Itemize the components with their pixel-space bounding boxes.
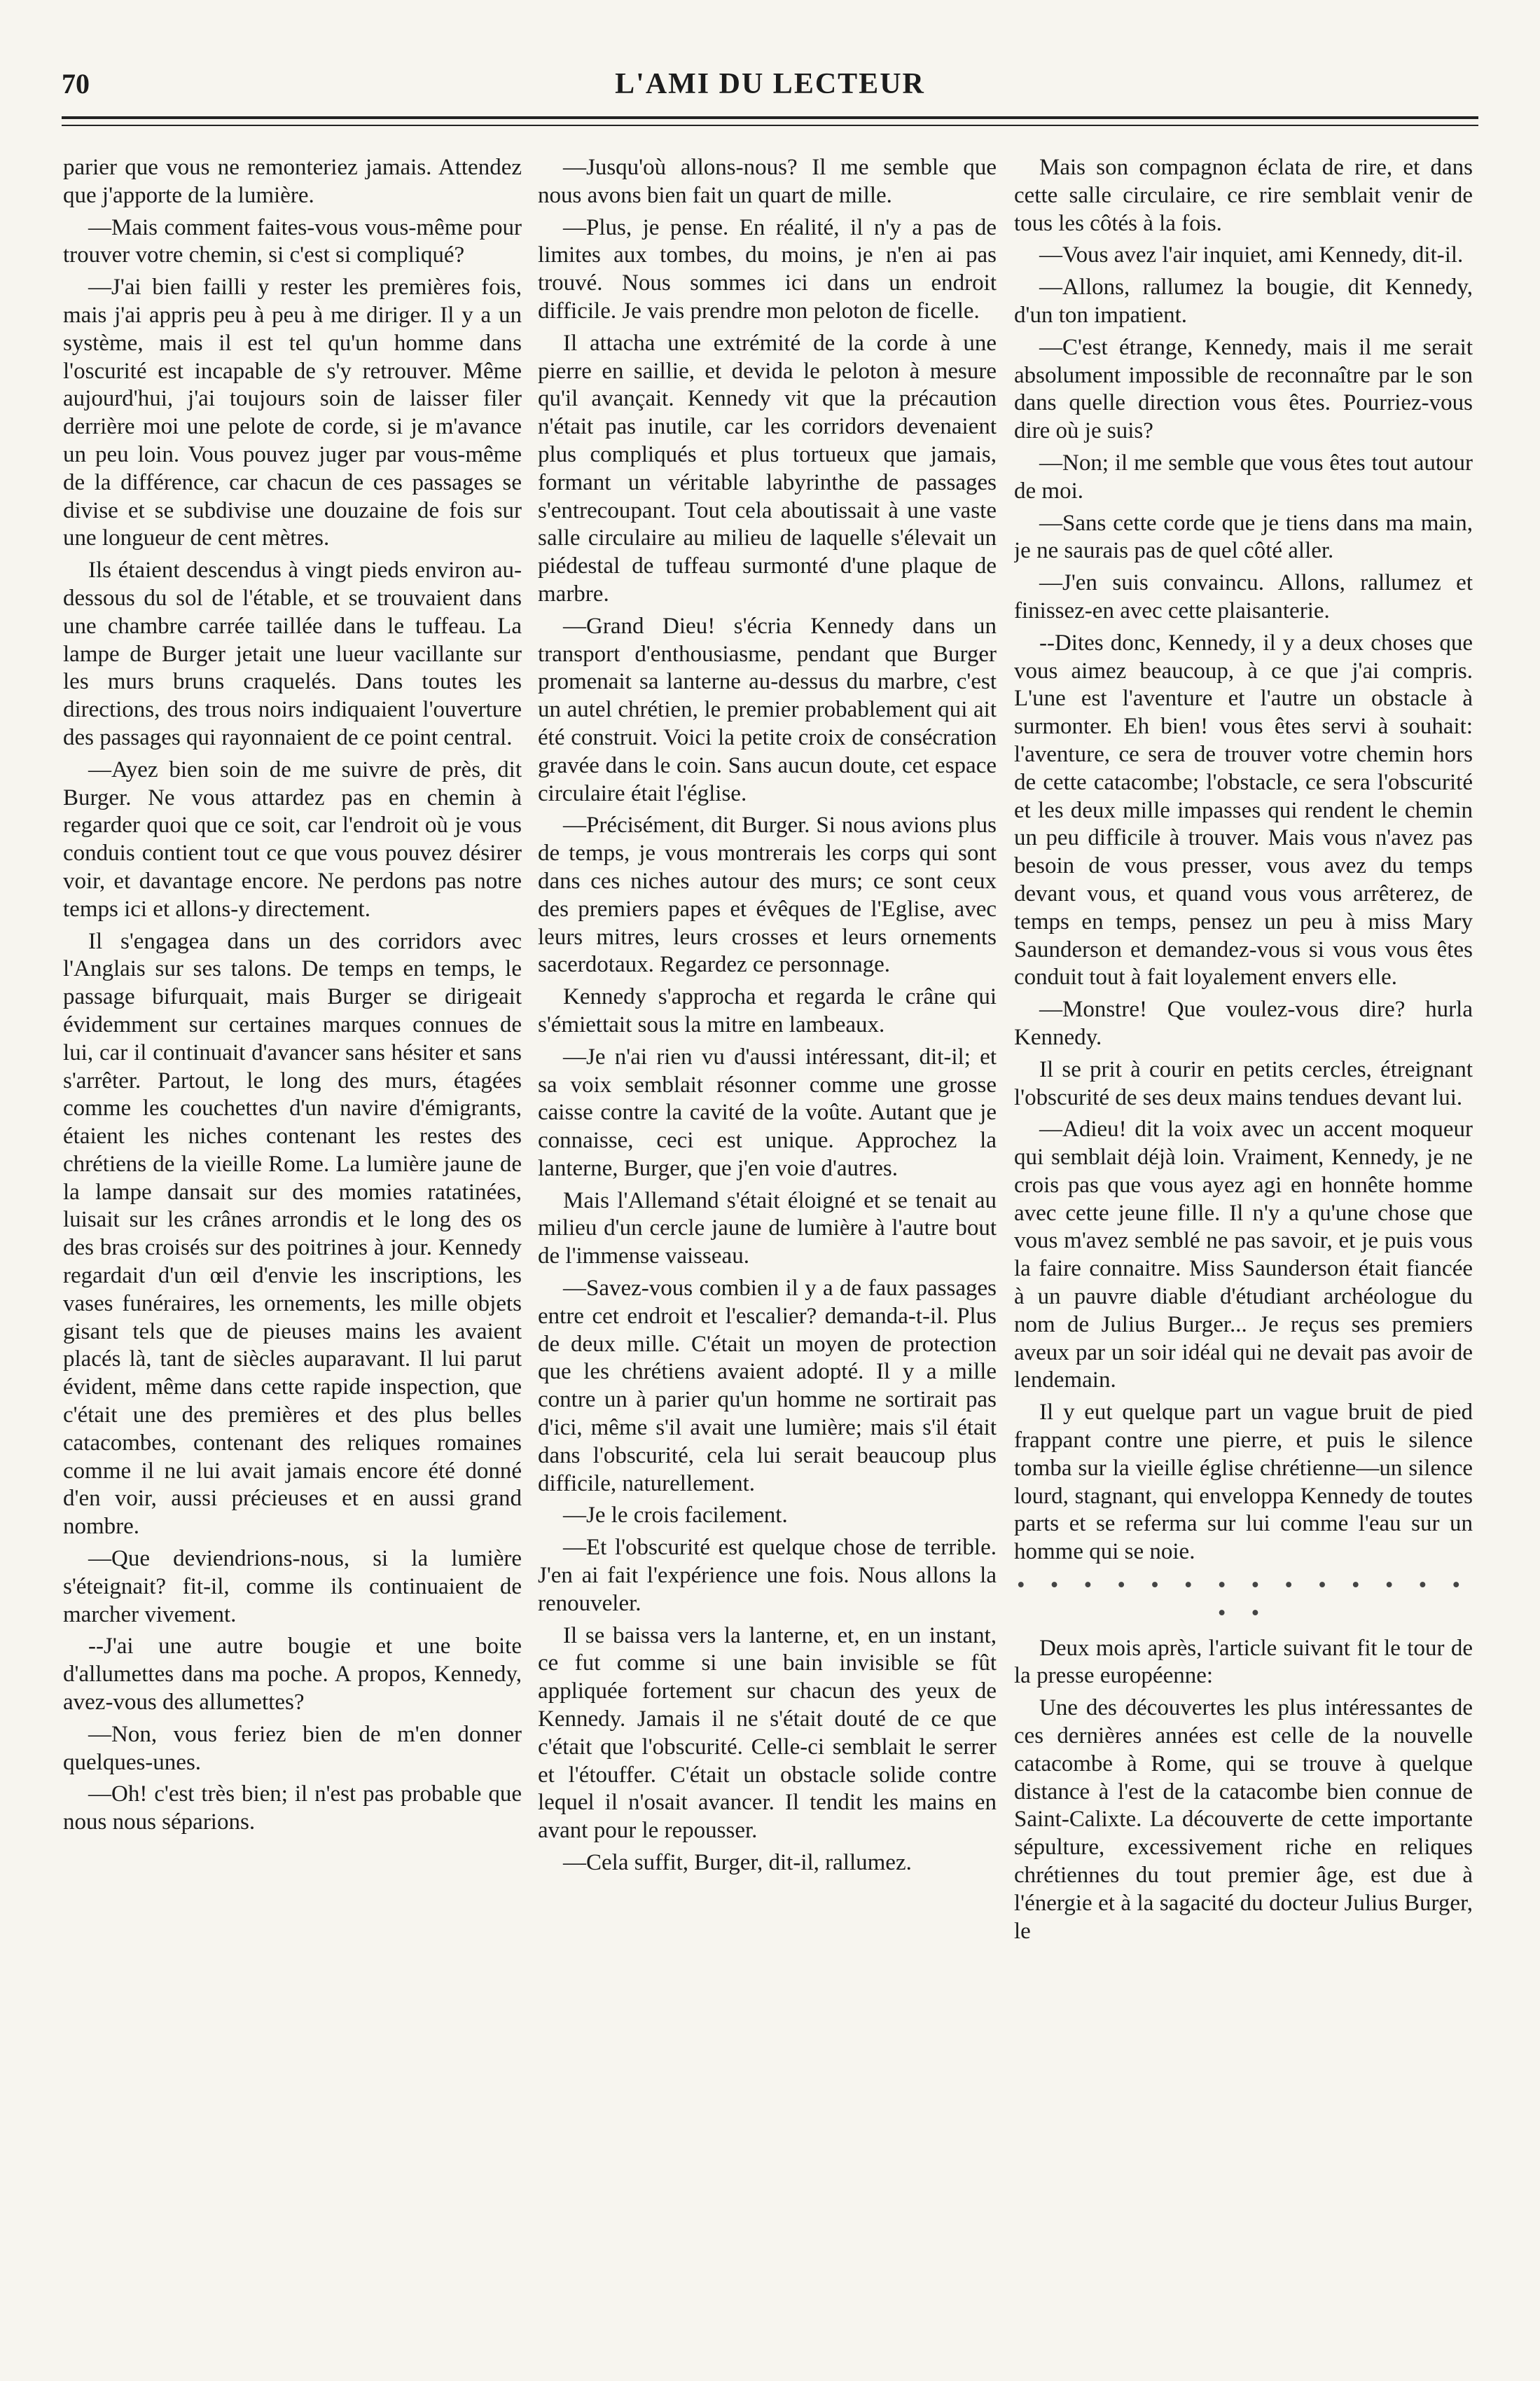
paragraph: —Adieu! dit la voix avec un accent moqueur qui semblait déjà loin. Vraiment, Kennedy, je ne crois pas que vous ayez agi en honnête homme avec cette jeune fille. Il n'y a qu'une chose que vous m'avez semblé ne pas savoir, et je puis vous la faire connaitre. Miss Saunderson était fiancée à un pauvre diable d'étudiant archéologue du nom de Julius Burger... Je reçus ses premiers aveux par un soir idéal qui ne devait pas avoir de lendemain.	[1014, 1117, 1473, 1393]
paragraph: Kennedy s'approcha et regarda le crâne qui s'émiettait sous la mitre en lambeaux.	[538, 984, 997, 1037]
paragraph: —J'ai bien failli y rester les premières fois, mais j'ai appris peu à peu à me diriger. Il y a un système, mais il est tel qu'un homme dans l'oscurité est incapable de s'y retrouver. Même aujourd'hui, j'ai toujours soin de laisser filer derrière moi une pelote de corde, si je m'avance un peu loin. Vous pouvez juger par vous-même de la différence, car chacun de ces passages se divise et se subdivise une douzaine de fois sur une longueur de cent mètres.	[63, 275, 522, 551]
paragraph: parier que vous ne remonteriez jamais. Attendez que j'apporte de la lumière.	[63, 155, 522, 208]
paragraph: Il y eut quelque part un vague bruit de pied frappant contre une pierre, et puis le silence tomba sur la vieille église chrétienne—un silence lourd, stagnant, qui enveloppa Kennedy de toutes parts et se referma sur lui comme l'eau sur un homme qui se noie.	[1014, 1400, 1473, 1565]
paragraph: —Monstre! Que voulez-vous dire? hurla Kennedy.	[1014, 997, 1473, 1050]
paragraph: —Je le crois facilement.	[563, 1503, 788, 1528]
paragraph: —J'en suis convaincu. Allons, rallumez et finissez-en avec cette plaisanterie.	[1014, 570, 1473, 623]
paragraph: Il s'engagea dans un des corridors avec l'Anglais sur ses talons. De temps en temps, le passage bifurquait, mais Burger se dirigeait évidemment sur certaines marques connues de lui, car il continuait d'avancer sans hésiter et sans s'arrêter. Partout, le long des murs, étagées comme les couchettes d'un navire d'émigrants, étaient les niches contenant les restes des chrétiens de la vieille Rome. La lumière jaune de la lampe dansait sur des momies ratatinées, luisait sur les crânes arrondis et le long des os des bras croisés sur des poitrines à jour. Kennedy regardait d'un œil d'envie les inscriptions, les vases funéraires, les ornements, les mille objets gisant tels que de pieuses mains les avaient placés là, tant de siècles auparavant. Il lui parut évident, même dans cette rapide inspection, que c'était une des premières et des plus belles catacombes, contenant des reliques romaines comme il ne lui avait jamais encore été donné d'en voir, aussi précieuses et en aussi grand nombre.	[63, 928, 522, 1540]
paragraph: Mais l'Allemand s'était éloigné et se tenait au milieu d'un cercle jaune de lumière à l'autre bout de l'immense vaisseau.	[538, 1187, 997, 1269]
paragraph: Deux mois après, l'article suivant fit le tour de la presse européenne:	[1014, 1635, 1473, 1689]
paragraph: Ils étaient descendus à vingt pieds environ au-dessous du sol de l'étable, et se trouvaient dans une chambre carrée taillée dans le tuffeau. La lampe de Burger jetait une lueur vacillante sur les murs bruns craquelés. Dans toutes les directions, des trous noirs indiquaient l'ouverture des passages qui rayonnaient de ce point central.	[63, 558, 522, 750]
paragraph: Une des découvertes les plus intéressantes de ces dernières années est celle de la nouvelle catacombe à Rome, qui se trouve à quelque distance à l'est de la catacombe bien connue de Saint-Calixte. La découverte de cette importante sépulture, excessivement riche en reliques chrétiennes du tout premier âge, est due à l'énergie et à la sagacité du docteur Julius Burger, le	[1014, 1695, 1473, 1944]
paragraph: —Non, vous feriez bien de m'en donner quelques-unes.	[63, 1721, 522, 1775]
paragraph: --J'ai une autre bougie et une boite d'allumettes dans ma poche. A propos, Kennedy, avez-vous des allumettes?	[63, 1634, 522, 1716]
paragraph: —Allons, rallumez la bougie, dit Kennedy, d'un ton impatient.	[1014, 275, 1473, 328]
text-column-3	[1014, 154, 1473, 2347]
paragraph: —Précisément, dit Burger. Si nous avions plus de temps, je vous montrerais les corps qui sont dans ces niches autour des murs; ce sont ceux des premiers papes et évêques de l'Eglise, avec leurs mitres, leurs crosses et leurs ornements sacerdotaux. Regardez ce personnage.	[538, 813, 997, 978]
running-title: L'AMI DU LECTEUR	[615, 68, 925, 100]
paragraph: Mais son compagnon éclata de rire, et dans cette salle circulaire, ce rire semblait venir de tous les côtés à la fois.	[1014, 155, 1473, 236]
paragraph: —Grand Dieu! s'écria Kennedy dans un transport d'enthousiasme, pendant que Burger promenait sa lanterne au-dessus du marbre, c'est un autel chrétien, le premier probablement qui ait été construit. Voici la petite croix de consécration gravée dans le coin. Sans aucun doute, cet espace circulaire était l'église.	[538, 613, 997, 806]
paragraph: —Jusqu'où allons-nous? Il me semble que nous avons bien fait un quart de mille.	[538, 155, 997, 208]
page-number: 70	[62, 68, 90, 99]
paragraph: —Non; il me semble que vous êtes tout autour de moi.	[1014, 450, 1473, 504]
header-rule-thin	[62, 125, 1478, 126]
page-header	[62, 67, 1478, 109]
paragraph: —Que deviendrions-nous, si la lumière s'éteignait? fit-il, comme ils continuaient de marcher vivement.	[63, 1546, 522, 1627]
paragraph: —C'est étrange, Kennedy, mais il me serait absolument impossible de reconnaître par le son dans quelle direction vous êtes. Pourriez-vous dire où je suis?	[1014, 334, 1473, 444]
paragraph: —Oh! c'est très bien; il n'est pas probable que nous nous séparions.	[63, 1781, 522, 1835]
paragraph: Il se baissa vers la lanterne, et, en un instant, ce fut comme si une bain invisible se fût appliquée fortement sur chacun des yeux de Kennedy. Jamais il ne s'était douté de ce que c'était que l'obscurité. Celle-ci semblait le serrer et l'étouffer. C'était un obstacle solide contre lequel il n'osait avancer. Il tendit les mains en avant pour le repousser.	[538, 1622, 997, 1844]
paragraph: —Et l'obscurité est quelque chose de terrible. J'en ai fait l'expérience une fois. Nous allons la renouveler.	[538, 1535, 997, 1616]
paragraph: --Dites donc, Kennedy, il y a deux choses que vous aimez beaucoup, à ce que j'ai compris. L'une est l'aventure et l'autre un obstacle à surmonter. Eh bien! vous êtes servi à souhait: l'aventure, ce sera de trouver votre chemin hors de cette catacombe; l'obstacle, ce sera l'obscurité et les deux mille impasses qui rendent le chemin un peu difficile à trouver. Mais vous n'avez pas besoin de vous presser, vous avez du temps devant vous, et quand vous vous arrêterez, de temps en temps, pensez un peu à miss Mary Saunderson et demandez-vous si vous vous êtes conduit tout à fait loyalement envers elle.	[1014, 630, 1473, 991]
paragraph: —Vous avez l'air inquiet, ami Kennedy, dit-il.	[1039, 242, 1464, 268]
paragraph: —Je n'ai rien vu d'aussi intéressant, dit-il; et sa voix semblait résonner comme une grosse caisse contre la cavité de la voûte. Autant que je connaisse, ceci est unique. Approchez la lanterne, Burger, que j'en voie d'autres.	[538, 1044, 997, 1181]
header-rule-thick	[62, 116, 1478, 119]
paragraph: —Cela suffit, Burger, dit-il, rallumez.	[563, 1850, 912, 1876]
section-separator: • • • • • • • • • • • • • • • •	[1017, 1573, 1470, 1626]
paragraph: —Ayez bien soin de me suivre de près, dit Burger. Ne vous attardez pas en chemin à regarder quoi que ce soit, car l'endroit où je vous conduis contient tout ce que vous pouvez désirer voir, et davantage encore. Ne perdons pas notre temps ici et allons-y directement.	[63, 757, 522, 922]
paragraph: Il se prit à courir en petits cercles, étreignant l'obscurité de ses deux mains tendues devant lui.	[1014, 1056, 1473, 1110]
paragraph: —Mais comment faites-vous vous-même pour trouver votre chemin, si c'est si compliqué?	[63, 214, 522, 268]
paragraph: Il attacha une extrémité de la corde à une pierre en saillie, et devida le peloton à mesure qu'il avançait. Kennedy vit que la précaution n'était pas inutile, car les corridors devenaient plus compliqués et plus tortueux que jamais, formant un véritable labyrinthe de passages s'entrecoupant. Tout cela aboutissait à une vaste salle circulaire au milieu de laquelle s'élevait un piédestal de tuffeau surmonté d'une plaque de marbre.	[538, 330, 997, 607]
text-column-2	[538, 154, 997, 2347]
paragraph: —Plus, je pense. En réalité, il n'y a pas de limites aux tombes, du moins, je n'en ai pas trouvé. Nous sommes ici dans un endroit difficile. Je vais prendre mon peloton de ficelle.	[538, 214, 997, 324]
text-column-1	[63, 154, 522, 2347]
paragraph: —Sans cette corde que je tiens dans ma main, je ne saurais pas de quel côté aller.	[1014, 510, 1473, 564]
paragraph: —Savez-vous combien il y a de faux passages entre cet endroit et l'escalier? demanda-t-il. Plus de deux mille. C'était un moyen de protection que les chrétiens avaient adopté. Il y a mille contre un à parier qu'un homme ne sortirait pas d'ici, même s'il avait une lumière; mais s'il était dans l'obscurité, cela lui serait beaucoup plus difficile, naturellement.	[538, 1276, 997, 1496]
